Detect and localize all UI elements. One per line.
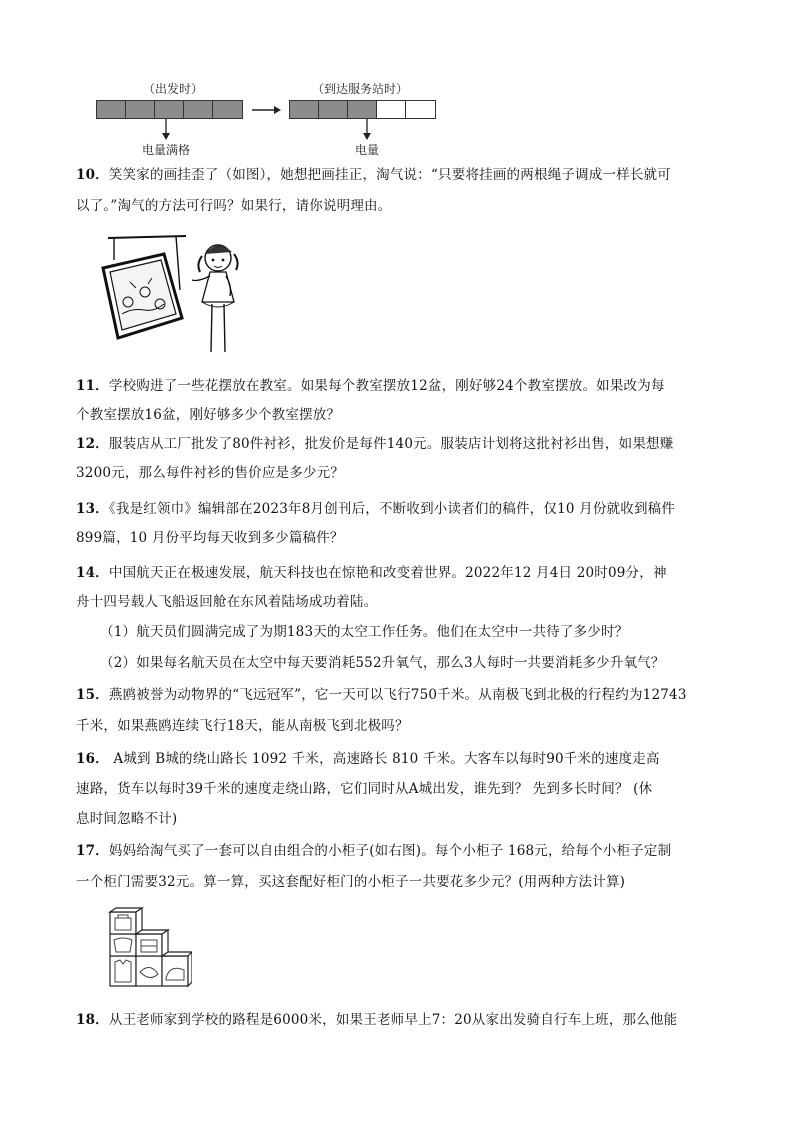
battery-depart [96,100,243,119]
q12-line2: 3200元，那么每件衬衫的售价应是多少元？ [76,465,345,481]
tilted-picture-illustration [100,232,240,356]
q14-sub1: （1）航天员们圆满完成了为期183天的太空工作任务。他们在太空中一共待了多少时？ [100,624,629,640]
arrive-label: （到达服务站时） [312,82,409,96]
q10-line2: 以了。”淘气的方法可行吗？如果行，请你说明理由。 [76,198,392,214]
cabinet-stack-illustration [106,906,192,990]
q16-line3: 息时间忽略不计) [76,811,178,827]
q15-line1: 15．燕鸥被誉为动物界的“飞远冠军”，它一天可以飞行750千米。从南极飞到北极的行程约为12743 [76,687,687,703]
q11-line1: 11．学校购进了一些花摆放在教室。如果每个教室摆放12盆，刚好够24个教室摆放。如果改为每 [76,378,665,394]
q16-line1: 16． A城到 B城的绕山路长 1092 千米，高速路长 810 千米。大客车以每时90千米的速度走高 [76,751,660,767]
q17-line2: 一个柜门需要32元。算一算，买这套配好柜门的小柜子一共要花多少元？(用两种方法计算) [76,874,626,890]
q12-line1: 12．服装店从工厂批发了80件衬衫，批发价是每件140元。服装店计划将这批衬衫出售，如果想赚 [76,436,674,452]
depart-caption: 电量满格 [142,143,191,157]
depart-label: （出发时） [143,82,204,96]
arrive-caption: 电量 [355,143,380,157]
q18-line1: 18．从王老师家到学校的路程是6000米，如果王老师早上7：20从家出发骑自行车上班，那么他能 [76,1012,678,1028]
q14-line2: 舟十四号载人飞船返回舱在东风着陆场成功着陆。 [76,594,378,610]
q11-line2: 个教室摆放16盆，刚好够多少个教室摆放？ [76,407,341,423]
arrow-down-icon [160,119,172,141]
arrow-down-icon [361,119,373,141]
q15-line2: 千米，如果燕鸥连续飞行18天，能从南极飞到北极吗？ [76,718,409,734]
q10-line1: 10．笑笑家的画挂歪了（如图），她想把画挂正，淘气说：“只要将挂画的两根绳子调成一样长就可 [76,167,671,183]
q14-line1: 14．中国航天正在极速发展，航天科技也在惊艳和改变着世界。2022年12 月4日 20时09分，神 [76,565,667,581]
q16-line2: 速路，货车以每时39千米的速度走绕山路，它们同时从A城出发，谁先到？ 先到多长时间？ (休 [76,781,653,797]
q14-sub2: （2）如果每名航天员在太空中每天要消耗552升氧气，那么3人每时一共要消耗多少升氧气？ [100,655,665,671]
battery-arrive [289,100,436,119]
q13-line1: 13．《我是红领巾》编辑部在2023年8月创刊后，不断收到小读者们的稿件，仅10 月份就收到稿件 [76,501,676,517]
q17-line1: 17．妈妈给淘气买了一套可以自由组合的小柜子(如右图)。每个小柜子 168元，给每个小柜子定制 [76,843,672,859]
arrow-right-icon [250,103,282,117]
q13-line2: 899篇，10 月份平均每天收到多少篇稿件？ [76,530,344,546]
